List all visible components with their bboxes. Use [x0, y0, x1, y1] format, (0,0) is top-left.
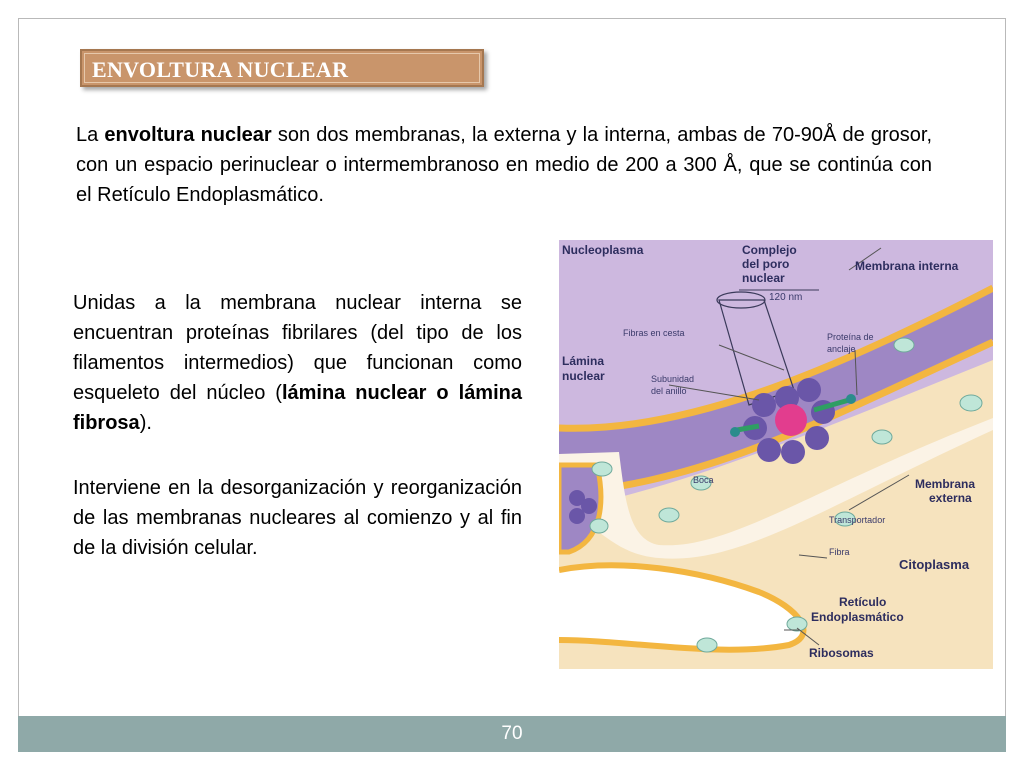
label-lamina-2: nuclear	[562, 369, 605, 383]
label-proteina-2: anclaje	[827, 344, 856, 354]
label-nucleoplasma: Nucleoplasma	[562, 243, 644, 257]
label-citoplasma: Citoplasma	[899, 557, 970, 572]
central-transporter-icon	[775, 404, 807, 436]
label-size: 120 nm	[769, 292, 803, 303]
label-subunidad-2: del anillo	[651, 386, 687, 396]
paragraph-envoltura-before: La	[76, 124, 105, 146]
paragraph-lamina-before: Unidas a la membrana nuclear interna se encuentran proteínas fibrilares (del tipo de los filamentos intermedios) que funcionan como esqueleto del núcleo (	[73, 292, 522, 404]
label-complejo-1: Complejo	[742, 243, 797, 257]
slide-title: ENVOLTURA NUCLEAR	[92, 57, 349, 82]
paragraph-division: Interviene en la desorganización y reorganización de las membranas nucleares al comienzo y al fin de la división celular.	[73, 477, 522, 559]
footer-bar	[18, 716, 1006, 752]
label-subunidad-1: Subunidad	[651, 374, 695, 384]
paragraph-envoltura	[76, 120, 932, 210]
label-reticulo-1: Retículo	[839, 595, 887, 609]
page-number: 70	[501, 723, 523, 744]
label-boca: Boca	[693, 475, 714, 485]
title-banner	[80, 49, 484, 87]
label-fibras-cesta: Fibras en cesta	[623, 328, 685, 338]
label-ribosomas: Ribosomas	[809, 646, 874, 660]
label-transportador: Transportador	[829, 515, 886, 525]
paragraph-envoltura-bold: envoltura nuclear	[104, 124, 272, 146]
nuclear-envelope-diagram	[559, 240, 993, 669]
paragraph-envoltura-after: son dos membranas, la externa y la interna, ambas de 70-90Å de grosor, con un espacio perinuclear o intermembranoso en medio de 200 a 300 Å, que se continúa con el Retículo Endoplasmático.	[76, 124, 932, 206]
paragraph-lamina-after: ).	[139, 412, 152, 434]
label-proteina-1: Proteína de	[827, 332, 874, 342]
label-membrana-interna: Membrana interna	[855, 259, 959, 273]
label-reticulo-2: Endoplasmático	[811, 610, 904, 624]
paragraph-lamina	[73, 288, 522, 438]
label-complejo-2: del poro	[742, 257, 790, 271]
diagram-svg	[559, 240, 993, 669]
paragraph-lamina-bold: lámina nuclear o lámina fibrosa	[73, 382, 522, 434]
label-lamina-1: Lámina	[562, 354, 605, 368]
label-fibra: Fibra	[829, 547, 850, 557]
label-complejo-3: nuclear	[742, 271, 785, 285]
label-membrana-externa-1: Membrana	[915, 477, 976, 491]
label-membrana-externa-2: externa	[929, 491, 972, 505]
